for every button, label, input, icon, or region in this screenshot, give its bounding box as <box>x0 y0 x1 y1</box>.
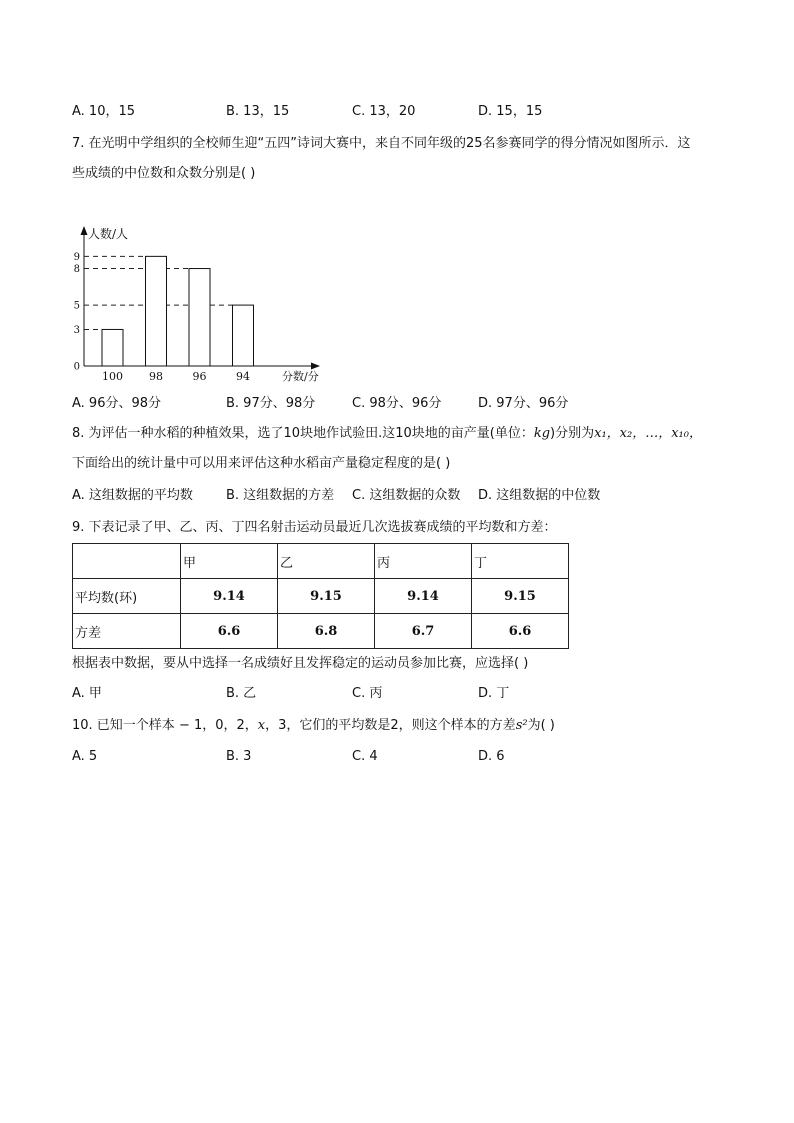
q8-stem-mid: )分别为 <box>550 426 595 441</box>
q6-options <box>72 102 732 122</box>
q7-stem-line-2: 些成绩的中位数和众数分别是( ) <box>72 166 256 181</box>
q9-option-a[interactable]: A. 甲 <box>72 686 102 701</box>
y-tick-label: 5 <box>73 300 80 312</box>
q9-option-c[interactable]: C. 丙 <box>352 686 383 701</box>
q7-option-b[interactable]: B. 97分、98分 <box>226 396 316 411</box>
q9-option-d[interactable]: D. 丁 <box>478 686 510 701</box>
q8-option-d[interactable]: D. 这组数据的中位数 <box>478 488 601 503</box>
bars <box>102 256 254 366</box>
bar-100 <box>102 329 123 366</box>
y-tick-label: 0 <box>73 361 80 373</box>
q10-stem-post: 为( ) <box>527 718 555 733</box>
question-9 <box>72 518 738 538</box>
table-header-row <box>73 544 569 579</box>
q7-stem-line-1: 7. 在光明中学组织的全校师生迎“五四”诗词大赛中，来自不同年级的25名参赛同学的得分情况如图所示．这 <box>72 136 691 151</box>
bar-98 <box>146 256 167 366</box>
bar-96 <box>189 269 210 366</box>
table-cell: 6.6 <box>472 614 569 649</box>
table-row <box>73 579 569 614</box>
q8-option-a[interactable]: A. 这组数据的平均数 <box>72 488 193 503</box>
q6-option-a[interactable]: A. 10，15 <box>72 104 136 119</box>
x-axis-label: 分数/分 <box>282 370 319 383</box>
table-cell: 9.15 <box>472 579 569 614</box>
y-tick-label: 8 <box>73 264 80 276</box>
x-tick-label: 98 <box>149 370 163 383</box>
x-axis-arrow-icon <box>311 363 320 370</box>
q7-options <box>72 394 732 414</box>
q6-option-c[interactable]: C. 13，20 <box>352 104 416 119</box>
table-row-label: 方差 <box>73 614 181 649</box>
q9-stem-line-2: 根据表中数据，要从中选择一名成绩好且发挥稳定的运动员参加比赛，应选择( ) <box>72 656 529 671</box>
y-tick-label: 9 <box>73 251 80 263</box>
x-tick-labels <box>102 370 250 383</box>
stats-table <box>72 543 569 649</box>
table-cell: 6.8 <box>278 614 375 649</box>
table-row <box>73 614 569 649</box>
x-tick-label: 94 <box>236 370 250 383</box>
q7-option-d[interactable]: D. 97分、96分 <box>478 396 569 411</box>
question-7 <box>72 134 738 184</box>
q6-option-d[interactable]: D. 15，15 <box>478 104 543 119</box>
q10-stem-mid: ，3，它们的平均数是2，则这个样本的方差 <box>265 718 516 733</box>
question-10 <box>72 716 738 736</box>
y-tick-labels <box>74 252 80 373</box>
q8-unit: kg <box>533 426 551 441</box>
q8-option-b[interactable]: B. 这组数据的方差 <box>226 488 335 503</box>
table-cell: 9.15 <box>278 579 375 614</box>
q7-option-a[interactable]: A. 96分、98分 <box>72 396 162 411</box>
table-cell: 6.7 <box>375 614 472 649</box>
q10-stem-pre: 10. 已知一个样本 <box>72 718 175 733</box>
q8-stem-pre: 8. 为评估一种水稻的种植效果，选了10块地作试验田.这10块地的亩产量(单位： <box>72 426 534 441</box>
table-header-cell: 甲 <box>181 544 278 579</box>
table-header-cell <box>73 544 181 579</box>
table-cell: 9.14 <box>181 579 278 614</box>
q9-option-b[interactable]: B. 乙 <box>226 686 257 701</box>
table-row-label: 平均数(环) <box>73 579 181 614</box>
table-cell: 9.14 <box>375 579 472 614</box>
q8-stem-line-2: 下面给出的统计量中可以用来评估这种水稻亩产量稳定程度的是( ) <box>72 456 451 471</box>
q8-options <box>72 486 732 506</box>
table-header-cell: 丁 <box>472 544 569 579</box>
table-cell: 6.6 <box>181 614 278 649</box>
q10-option-a[interactable]: A. 5 <box>72 749 98 764</box>
q6-option-b[interactable]: B. 13，15 <box>226 104 290 119</box>
x-tick-label: 100 <box>102 370 123 383</box>
y-axis-label: 人数/人 <box>88 227 129 241</box>
bar-chart <box>70 222 330 384</box>
q10-option-d[interactable]: D. 6 <box>478 749 505 764</box>
bar-94 <box>233 305 254 366</box>
q9-stem-line-1: 9. 下表记录了甲、乙、丙、丁四名射击运动员最近几次选拔赛成绩的平均数和方差： <box>72 520 557 535</box>
q10-options <box>72 747 732 767</box>
q8-option-c[interactable]: C. 这组数据的众数 <box>352 488 461 503</box>
q10-stem <box>72 716 738 736</box>
question-8 <box>72 424 738 474</box>
q8-variables: x₁，x₂，…，x₁₀， <box>594 426 702 441</box>
q10-variable-x: x <box>257 718 266 733</box>
q10-variance-symbol: s² <box>515 718 528 733</box>
q10-sample: − 1，0，2， <box>174 718 258 733</box>
table-header-cell: 丙 <box>375 544 472 579</box>
q10-option-b[interactable]: B. 3 <box>226 749 252 764</box>
q10-option-c[interactable]: C. 4 <box>352 749 378 764</box>
x-tick-label: 96 <box>192 370 207 383</box>
q9-options <box>72 684 732 704</box>
q9-question-line-2 <box>72 654 738 674</box>
q7-option-c[interactable]: C. 98分、96分 <box>352 396 442 411</box>
table-header-cell: 乙 <box>278 544 375 579</box>
y-axis-arrow-icon <box>81 226 88 235</box>
y-tick-label: 3 <box>73 324 80 336</box>
q8-stem-line-1 <box>72 424 738 444</box>
